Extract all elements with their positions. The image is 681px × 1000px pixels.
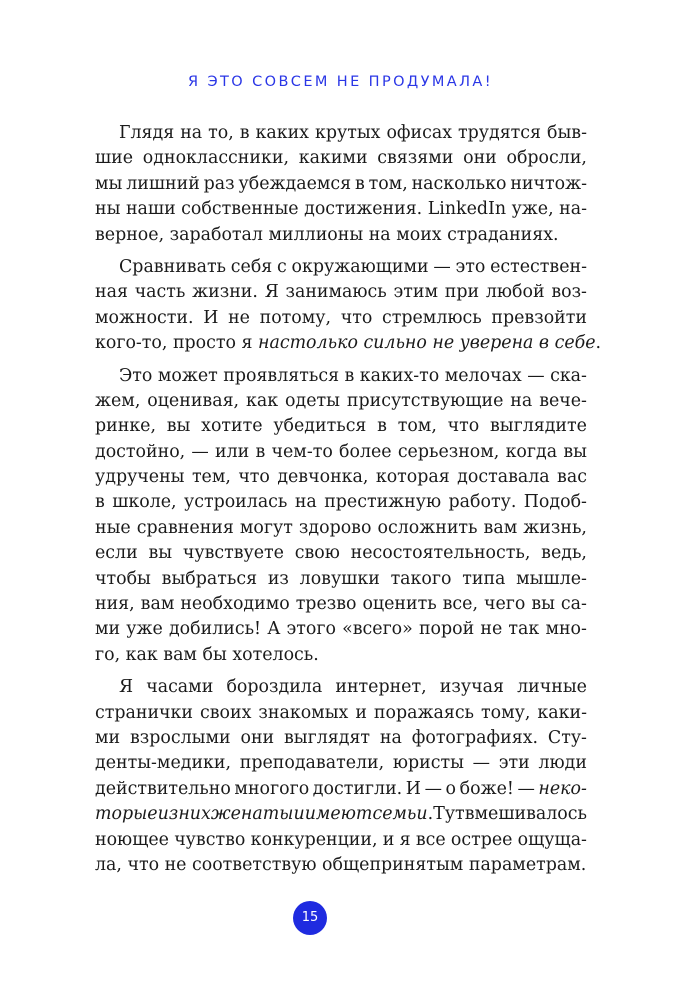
word: и [355,702,367,723]
word: в [255,441,266,462]
word: чтобы [95,568,151,589]
italic-word: торые [95,804,158,825]
word: — [191,441,209,462]
word: любой [485,282,545,303]
word: тому, [481,702,531,723]
text-line [95,643,587,668]
word: ринке, [95,416,157,437]
word: потому, [259,307,332,328]
text-line [95,223,587,248]
word: они [463,148,497,169]
text-line [95,516,587,541]
text-line [95,331,602,356]
word: знакомых [258,702,349,723]
word: ная [95,282,128,303]
text-line [95,828,587,853]
word: Это [119,365,153,386]
word: И [405,778,421,799]
word: престижную [324,492,442,513]
word: проявляться [223,365,340,386]
text-line [95,197,587,222]
word: девчонка, [277,467,369,488]
italic-word: семьи [372,804,428,825]
word: своих [200,702,252,723]
word: может [157,365,218,386]
word: личные [517,677,587,698]
paragraph [95,121,587,248]
text-line [95,751,587,776]
word: выбраться [161,568,258,589]
italic-word: из [157,804,179,825]
word: вам [140,594,175,615]
word: я [399,829,411,850]
word: естествен- [490,256,587,277]
text-line [95,541,587,566]
word: взрослыми [129,727,231,748]
word: тем, [191,467,231,488]
word: вас [557,467,587,488]
word: вам [483,517,518,538]
word: вы [531,594,555,615]
word: мы [95,173,123,194]
text-line [95,389,587,414]
text-line [95,280,587,305]
word: необходимо [180,594,290,615]
word: одеты [285,390,340,411]
text-run: верное, заработал миллионы на моих страданиях. [95,224,559,245]
word: этого [286,619,336,640]
word: что [340,307,373,328]
word: чувство [174,829,246,850]
word: на [180,123,203,143]
word: собственные [181,199,299,220]
word: денты-медики, [95,753,232,774]
word: устроилась [183,492,288,513]
word: превзойти [491,307,587,328]
word: ска- [550,365,587,386]
text-line [95,364,587,389]
word: ведь, [541,543,587,564]
word: Подоб- [523,492,587,513]
word: мно- [545,619,587,640]
page-number-badge: 15 [293,901,327,935]
word: ми [95,619,121,640]
word: если [95,543,138,564]
italic-word: них [178,804,211,825]
word: . [427,804,434,825]
word: окружающими [291,256,429,277]
word: в [354,173,365,194]
word: насколько [411,173,507,194]
word: школе, [112,492,177,513]
word: добились! [168,619,262,640]
word: или [215,441,250,462]
word: себя [230,256,273,277]
word: Глядя [119,123,175,143]
word: трезво [295,594,357,615]
word: одноклассники, [142,148,289,169]
word: с [277,256,287,277]
word: вы [563,441,587,462]
word: А [267,619,281,640]
word: свою [294,543,340,564]
word: мышле- [516,568,587,589]
word: присутствующие [346,390,504,411]
word: вече- [539,390,587,411]
word: из [267,568,289,589]
word: что [447,416,480,437]
word: стремлюсь [382,307,482,328]
word: ловушки [299,568,380,589]
word: лишний [126,173,200,194]
text-line [95,592,587,617]
word: удручены [95,467,185,488]
word: воз- [551,282,587,303]
text-line [95,172,587,197]
word: — [433,256,451,277]
word: как [246,390,279,411]
word: — [424,778,442,799]
word: Тут [433,804,465,825]
text-line [95,306,587,331]
word: достижения. [304,199,423,220]
word: часами [146,677,214,698]
text-run: ла, что не соответствую общепринятым параметрам. [95,854,587,875]
word: связями [377,148,454,169]
italic-word: и [293,804,305,825]
word: на [294,492,317,513]
word: уже, [511,199,554,220]
text-line [95,146,587,171]
word: осложнить [377,517,478,538]
word: это [455,256,486,277]
word: «всего» [342,619,413,640]
word: более [339,441,392,462]
word: убедиться [273,416,367,437]
text-line [95,440,587,465]
word: офисах [386,123,453,143]
word: изучая [439,677,504,698]
word: наши [125,199,176,220]
word: многого [234,778,310,799]
word: этим [393,282,438,303]
word: ноющее [95,829,169,850]
word: на [379,727,402,748]
word: не [228,307,250,328]
word: юристы [392,753,464,774]
word: Я [264,282,279,303]
word: ния, [95,594,135,615]
word: все, [442,594,478,615]
text-line [95,255,587,280]
word: в [344,365,355,386]
word: доставала [457,467,550,488]
word: порой [418,619,475,640]
word: жизни. [192,282,258,303]
word: и [382,829,395,850]
word: можности. [95,307,194,328]
word: каких-то [359,365,440,386]
word: все [415,829,446,850]
text-line [95,490,587,515]
text-line [95,726,587,751]
text-run: кого-то, просто я [95,333,258,354]
word: боже! [459,778,514,799]
word: не [480,619,503,640]
text-line [95,701,587,726]
word: ные [95,517,131,538]
word: раз [203,173,235,194]
word: здорово [298,517,372,538]
word: достойно, [95,441,186,462]
word: шие [95,148,134,169]
text-line [95,617,587,642]
word: чувствуете [182,543,284,564]
word: достигли. [312,778,403,799]
word: вы [148,543,173,564]
word: мелочах [444,365,522,386]
text-line [95,777,587,802]
word: что [238,467,270,488]
body-text [95,121,602,878]
italic-word: женаты [210,804,294,825]
text-line [95,853,587,878]
word: выглядите [489,416,587,437]
word: какими [298,148,368,169]
word: такого [390,568,452,589]
word: о [445,778,457,799]
word: уже [126,619,163,640]
word: крутых [314,123,381,143]
word: часть [134,282,186,303]
word: Сту- [547,727,587,748]
word: при [444,282,480,303]
word: в [95,492,105,513]
word: жизнь, [523,517,587,538]
word: которая [375,467,450,488]
word: ощуща- [517,829,587,850]
word: эти [498,753,530,774]
text-line [95,465,587,490]
word: каких [255,123,309,143]
word: когда [505,441,558,462]
paragraph [95,675,587,878]
word: конкуренции, [250,829,378,850]
word: в [377,416,387,437]
paragraph [95,255,602,357]
word: ми [95,727,121,748]
word: — [527,365,545,386]
word: чего [483,594,526,615]
word: могут [239,517,293,538]
word: чем-то [271,441,333,462]
text-line [95,414,587,439]
word: так [508,619,540,640]
word: Я [119,677,134,698]
word: — [517,778,535,799]
word: бороздила [226,677,323,698]
word: LinkedIn [427,199,507,220]
word: несостоятельность, [350,543,531,564]
text-line [95,121,587,146]
word: в [239,123,250,143]
word: оценить [362,594,437,615]
word: Сравнивать [119,256,227,277]
word: оценивая, [147,390,240,411]
paragraph [95,364,587,669]
word: действительно [95,778,231,799]
word: сравнения [136,517,234,538]
text-run: го, как вам бы хотелось. [95,644,319,665]
word: поражаясь [373,702,475,723]
text-line [95,802,587,827]
word: том, [397,416,437,437]
word: преподаватели, [239,753,385,774]
word: хотите [201,416,263,437]
word: быв- [546,123,587,143]
word: вы [166,416,191,437]
word: серьезном, [397,441,500,462]
word: интернет, [335,677,427,698]
text-line [95,675,587,700]
word: работу. [448,492,517,513]
running-title: Я ЭТО СОВСЕМ НЕ ПРОДУМАЛА! [188,74,493,90]
word: то, [208,123,234,143]
word: типа [462,568,506,589]
word: обросли, [506,148,587,169]
word: том, [368,173,408,194]
word: И [203,307,219,328]
word: странички [95,702,194,723]
word: убеждаемся [238,173,352,194]
word: жем, [95,390,141,411]
italic-word: имеют [304,804,373,825]
word: — [472,753,491,774]
word: ничтож- [510,173,587,194]
word: трудятся [458,123,542,143]
word: они [240,727,275,748]
word: са- [560,594,587,615]
text-line [95,567,587,592]
word: на [510,390,533,411]
word: занимаюсь [285,282,387,303]
word: фотографиях. [411,727,539,748]
italic-text: настолько сильно не уверена в себе [258,333,596,354]
word: ны [95,199,121,220]
text-run: . [595,333,602,354]
word: люди [538,753,587,774]
word: выглядят [283,727,371,748]
word: вмешивалось [464,804,587,825]
italic-word: неко- [538,778,587,799]
word: на- [559,199,587,220]
word: острее [450,829,513,850]
word: каки- [537,702,587,723]
